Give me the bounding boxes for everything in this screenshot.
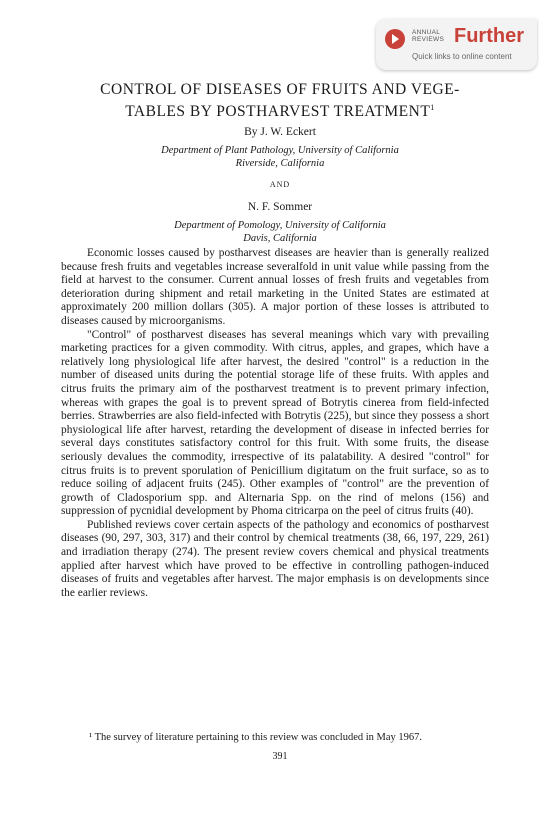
paragraph-2: "Control" of postharvest diseases has several meanings which vary with prevailing marketing practices for a given commodity. With citrus, apples, and grapes, which have a relatively long physiological life after harvest, the desired "control" is a reduction in the number of diseased units during the potential storage life of these fruits. With apples and citrus fruits the primary aim of the postharvest treatment is to prevent primary infection, whereas with grapes the goal is to prevent spread of Botrytis cinerea from field-infected berries. Strawberries are also field-infected with Botrytis (225), but since they possess a short physiological life after harvest, retarding the development of disease in infected berries for several days constitutes satisfactory control for this fruit. With some fruits, the disease seriously devalues the commodity, irrespective of its palatability. A desired "control" for citrus fruits is to prevent sporulation of Penicillium digitatum on the fruit surface, so as to reduce soiling of adjacent fruits (245). Other examples of "control" are the prevention of growth of Cladosporium spp. and Alternaria Spp. on the rind of melons (156) and suppression of pycnidial development by Phoma citricarpa on the peel of citrus fruits (40). <box>61 328 489 518</box>
author-separator: AND <box>269 180 291 189</box>
title-footnote-marker: 1 <box>430 103 435 112</box>
footnote: ¹ The survey of literature pertaining to this review was concluded in May 1967. <box>89 732 423 743</box>
author-1-affiliation: Department of Plant Pathology, University of California <box>161 145 399 156</box>
page-number: 391 <box>272 751 288 762</box>
title-line-1: CONTROL OF DISEASES OF FRUITS AND VEGE- <box>100 81 460 98</box>
author-1-name: By J. W. Eckert <box>244 126 316 138</box>
article-title <box>60 81 500 121</box>
author-2-affiliation: Department of Pomology, University of California <box>174 220 386 231</box>
badge-further-label: Further <box>454 25 524 47</box>
badge-subtitle: Quick links to online content <box>412 52 512 61</box>
badge-publisher-label: ANNUAL REVIEWS <box>412 29 445 43</box>
author-1-location: Riverside, California <box>235 158 325 169</box>
paragraph-1: Economic losses caused by postharvest diseases are heavier than is generally realized because fresh fruits and vegetables increase severalfold in unit value while passing from the field at harvest to the consumer. Current annual losses of fresh fruits and vegetables from deterioration during shipment and retail marketing in the United States are estimated at approximately 200 million dollars (305). A major portion of these losses is attributed to diseases caused by microorganisms. <box>61 247 489 327</box>
annual-reviews-logo-icon <box>385 29 405 49</box>
title-line-2: TABLES BY POSTHARVEST TREATMENT <box>125 103 431 121</box>
paragraph-3: Published reviews cover certain aspects of the pathology and economics of postharvest diseases (90, 297, 303, 317) and their control by chemical treatments (38, 66, 197, 229, 261) and irradiation therapy (274). The present review covers chemical and physical treatments applied after harvest which have proved to be effective in controlling pathogen-induced diseases of fruits and vegetables after harvest. The major emphasis is on developments since the earlier reviews. <box>61 518 489 599</box>
article-body <box>61 247 489 600</box>
annual-reviews-further-badge[interactable] <box>376 19 537 70</box>
author-2-location: Davis, California <box>243 233 317 244</box>
author-2-name: N. F. Sommer <box>247 201 313 213</box>
